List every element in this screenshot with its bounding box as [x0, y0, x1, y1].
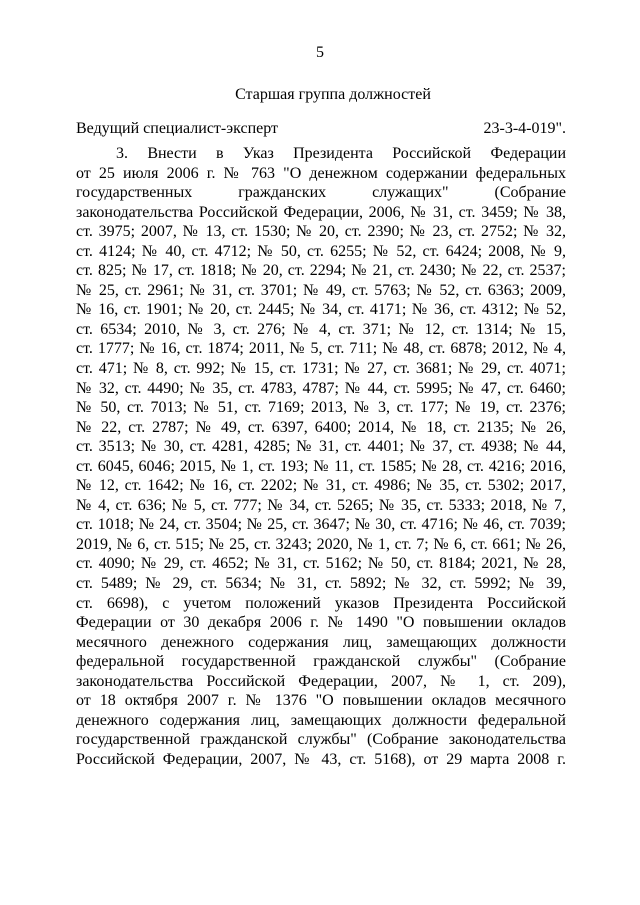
paragraph-line: № 16, ст. 1901; № 20, ст. 2445; № 34, ст. 4171; № 36, ст. 4312; № 52, [76, 301, 566, 319]
paragraph-line: № 32, ст. 4490; № 35, ст. 4783, 4787; № 44, ст. 5995; № 47, ст. 6460; [76, 379, 566, 397]
paragraph-line: государственной гражданской службы" (Собрание законодательства [76, 731, 566, 749]
paragraph-line: № 25, ст. 2961; № 31, ст. 3701; № 49, ст. 5763; № 52, ст. 6363; 2009, [76, 281, 566, 299]
paragraph-line: Российской Федерации, 2007, № 43, ст. 5168), от 29 марта 2008 г. [76, 750, 566, 768]
paragraph-line: ст. 6534; 2010, № 3, ст. 276; № 4, ст. 371; № 12, ст. 1314; № 15, [76, 320, 566, 338]
paragraph-line: Федерации от 30 декабря 2006 г. № 1490 "О повышении окладов [76, 614, 566, 632]
paragraph-line: ст. 5489; № 29, ст. 5634; № 31, ст. 5892; № 32, ст. 5992; № 39, [76, 575, 566, 593]
paragraph-line: от 25 июля 2006 г. № 763 "О денежном содержании федеральных [76, 164, 566, 182]
paragraph-line: № 4, ст. 636; № 5, ст. 777; № 34, ст. 5265; № 35, ст. 5333; 2018, № 7, [76, 496, 566, 514]
paragraph-line: ст. 4124; № 40, ст. 4712; № 50, ст. 6255; № 52, ст. 6424; 2008, № 9, [76, 242, 566, 260]
paragraph-line: № 50, ст. 7013; № 51, ст. 7169; 2013, № 3, ст. 177; № 19, ст. 2376; [76, 399, 566, 417]
paragraph-line: законодательства Российской Федерации, 2007, № 1, ст. 209), [76, 672, 566, 690]
paragraph-line: ст. 4090; № 29, ст. 4652; № 31, ст. 5162; № 50, ст. 8184; 2021, № 28, [76, 555, 566, 573]
position-name: Ведущий специалист-эксперт [76, 120, 279, 137]
paragraph-line: государственных гражданских служащих" (Собрание [76, 184, 566, 202]
paragraph-line: ст. 1018; № 24, ст. 3504; № 25, ст. 3647; № 30, ст. 4716; № 46, ст. 7039; [76, 516, 566, 534]
paragraph-line: ст. 1777; № 16, ст. 1874; 2011, № 5, ст. 711; № 48, ст. 6878; 2012, № 4, [76, 340, 566, 358]
paragraph-line: законодательства Российской Федерации, 2006, № 31, ст. 3459; № 38, [76, 203, 566, 221]
page-number: 5 [316, 44, 324, 61]
paragraph-line: ст. 471; № 8, ст. 992; № 15, ст. 1731; № 27, ст. 3681; № 29, ст. 4071; [76, 360, 566, 378]
paragraph-line: от 18 октября 2007 г. № 1376 "О повышении окладов месячного [76, 692, 566, 710]
paragraph-line: ст. 6045, 6046; 2015, № 1, ст. 193; № 11, ст. 1585; № 28, ст. 4216; 2016, [76, 457, 566, 475]
body-paragraph [76, 144, 566, 770]
paragraph-line: № 22, ст. 2787; № 49, ст. 6397, 6400; 2014, № 18, ст. 2135; № 26, [76, 418, 566, 436]
paragraph-line: месячного денежного содержания лиц, замещающих должности [76, 633, 566, 651]
paragraph-line: федеральной государственной гражданской службы" (Собрание [76, 653, 566, 671]
position-code: 23-3-4-019". [483, 120, 566, 137]
paragraph-line: денежного содержания лиц, замещающих должности федеральной [76, 711, 566, 729]
paragraph-line: ст. 3975; 2007, № 13, ст. 1530; № 20, ст. 2390; № 23, ст. 2752; № 32, [76, 223, 566, 241]
paragraph-line: ст. 3513; № 30, ст. 4281, 4285; № 31, ст. 4401; № 37, ст. 4938; № 44, [76, 438, 566, 456]
paragraph-line: ст. 6698), с учетом положений указов Президента Российской [76, 594, 566, 612]
paragraph-line: 2019, № 6, ст. 515; № 25, ст. 3243; 2020, № 1, ст. 7; № 6, ст. 661; № 26, [76, 535, 566, 553]
paragraph-line: 3. Внести в Указ Президента Российской Федерации [116, 145, 566, 162]
group-title: Старшая группа должностей [235, 86, 431, 103]
paragraph-line: № 12, ст. 1642; № 16, ст. 2202; № 31, ст. 4986; № 35, ст. 5302; 2017, [76, 477, 566, 495]
paragraph-line: ст. 825; № 17, ст. 1818; № 20, ст. 2294; № 21, ст. 2430; № 22, ст. 2537; [76, 262, 566, 280]
